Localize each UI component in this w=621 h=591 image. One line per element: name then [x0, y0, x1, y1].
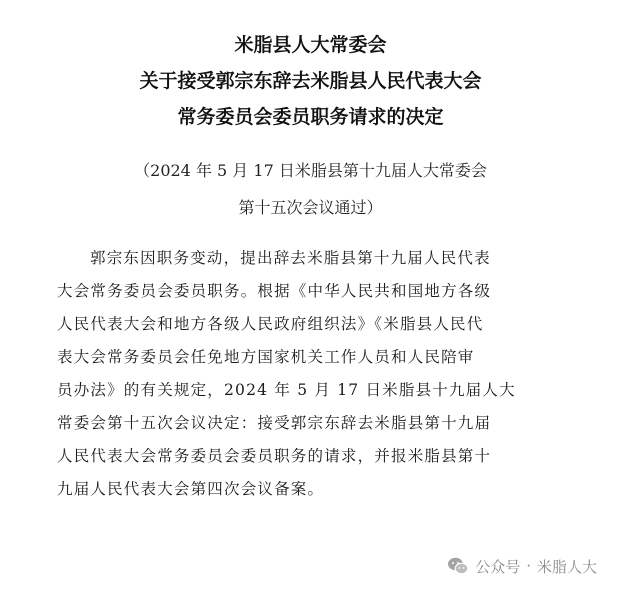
body-line: 人民代表大会和地方各级人民政府组织法》《米脂县人民代 — [57, 315, 484, 333]
watermark-platform: 公众号 — [475, 557, 521, 576]
body-line: 人民代表大会常务委员会委员职务的请求，并报米脂县第十 — [57, 447, 492, 465]
watermark-separator: · — [526, 557, 531, 575]
body-line: 郭宗东因职务变动，提出辞去米脂县第十九届人民代表 — [90, 249, 491, 267]
wechat-icon — [447, 556, 469, 576]
body-line: 大会常务委员会委员职务。根据《中华人民共和国地方各级 — [57, 282, 492, 300]
document-subtitle-line-1: （2024 年 5 月 17 日米脂县第十九届人大常委会 — [134, 161, 487, 180]
document-title-line-1: 米脂县人大常委会 — [234, 34, 387, 56]
wechat-watermark — [447, 553, 597, 579]
document-body — [57, 242, 617, 506]
body-line: 表大会常务委员会任免地方国家机关工作人员和人民陪审 — [57, 348, 475, 366]
document-title-line-3: 常务委员会委员职务请求的决定 — [177, 106, 444, 128]
body-line: 九届人民代表大会第四次会议备案。 — [57, 480, 325, 498]
body-line: 员办法》的有关规定，2024 年 5 月 17 日米脂县十九届人大 — [57, 381, 516, 399]
watermark-account: 米脂人大 — [536, 557, 597, 576]
document-subtitle-line-2: 第十五次会议通过） — [238, 198, 383, 217]
document-title-line-2: 关于接受郭宗东辞去米脂县人民代表大会 — [139, 70, 482, 92]
body-line: 常委会第十五次会议决定：接受郭宗东辞去米脂县第十九届 — [57, 414, 492, 432]
